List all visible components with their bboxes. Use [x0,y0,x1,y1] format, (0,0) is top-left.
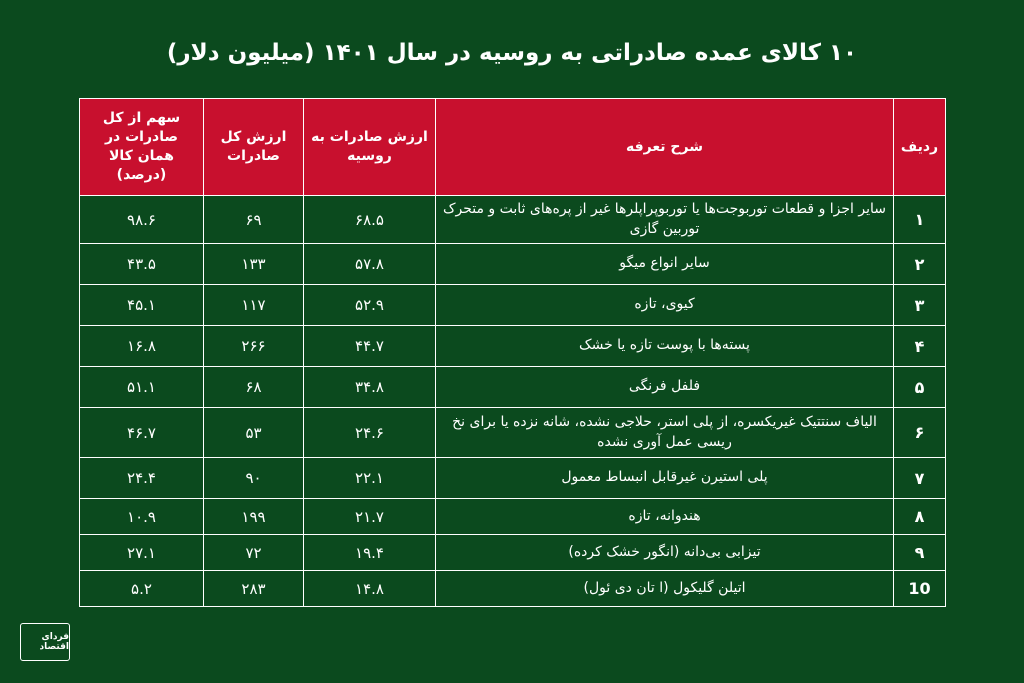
row-total-value: ۲۸۳ [204,571,304,607]
row-number: ۱ [894,196,946,244]
row-total-value: ۹۰ [204,458,304,499]
row-share-value: ۱۰.۹ [80,499,204,535]
brand-logo-text: فردای اقتصاد [39,632,69,652]
row-share-value: ۵۱.۱ [80,367,204,408]
table-header-row [80,99,946,196]
row-total-value: ۱۹۹ [204,499,304,535]
table-row [80,458,946,499]
row-description: اتیلن گلیکول (ا تان دی ئول) [436,571,894,607]
row-russia-value: ۴۴.۷ [304,326,436,367]
row-russia-value: ۶۸.۵ [304,196,436,244]
table-row [80,326,946,367]
row-number: ۲ [894,244,946,285]
table-row [80,285,946,326]
row-description: پلی استیرن غیرقابل انبساط معمول [436,458,894,499]
row-russia-value: ۵۷.۸ [304,244,436,285]
row-share-value: ۴۳.۵ [80,244,204,285]
table-row [80,244,946,285]
row-total-value: ۱۱۷ [204,285,304,326]
row-russia-value: ۵۲.۹ [304,285,436,326]
row-number: ۶ [894,408,946,458]
row-number: ۸ [894,499,946,535]
row-description: کیوی، تازه [436,285,894,326]
row-number: ۹ [894,535,946,571]
row-number: ۷ [894,458,946,499]
brand-logo [20,623,70,661]
row-description: هندوانه، تازه [436,499,894,535]
row-total-value: ۲۶۶ [204,326,304,367]
header-description: شرح تعرفه [436,99,894,196]
row-russia-value: ۲۴.۶ [304,408,436,458]
row-description: فلفل فرنگی [436,367,894,408]
table-row [80,367,946,408]
exports-table [79,98,946,607]
header-russia-exports: ارزش صادرات به روسیه [304,99,436,196]
table-row [80,535,946,571]
row-number: 10 [894,571,946,607]
table-row [80,196,946,244]
row-share-value: ۴۶.۷ [80,408,204,458]
row-total-value: ۶۸ [204,367,304,408]
row-share-value: ۹۸.۶ [80,196,204,244]
row-russia-value: ۱۹.۴ [304,535,436,571]
row-russia-value: ۲۱.۷ [304,499,436,535]
row-share-value: ۱۶.۸ [80,326,204,367]
row-description: الیاف سنتتیک غیریکسره، از پلی استر، حلاجی نشده، شانه نزده یا برای نخ ریسی عمل آوری نشده [436,408,894,458]
page-title: ۱۰ کالای عمده صادراتی به روسیه در سال ۱۴۰۱ (میلیون دلار) [166,40,858,66]
row-description: پسته‌ها با پوست تازه یا خشک [436,326,894,367]
row-russia-value: ۳۴.۸ [304,367,436,408]
row-number: ۴ [894,326,946,367]
row-total-value: ۱۳۳ [204,244,304,285]
header-share-percent: سهم از کل صادرات در همان کالا (درصد) [80,99,204,196]
row-share-value: ۲۴.۴ [80,458,204,499]
row-number: ۵ [894,367,946,408]
table-row [80,571,946,607]
row-russia-value: ۲۲.۱ [304,458,436,499]
row-description: سایر اجزا و قطعات توربوجت‌ها یا توربوپراپلرها غیر از پره‌های ثابت و متحرک توربین گازی [436,196,894,244]
row-description: سایر انواع میگو [436,244,894,285]
row-share-value: ۲۷.۱ [80,535,204,571]
header-row-number: ردیف [894,99,946,196]
row-russia-value: ۱۴.۸ [304,571,436,607]
row-description: تیزابی بی‌دانه (انگور خشک کرده) [436,535,894,571]
row-share-value: ۴۵.۱ [80,285,204,326]
table-row [80,408,946,458]
header-total-exports: ارزش کل صادرات [204,99,304,196]
row-total-value: ۷۲ [204,535,304,571]
table-row [80,499,946,535]
row-total-value: ۵۳ [204,408,304,458]
row-share-value: ۵.۲ [80,571,204,607]
row-number: ۳ [894,285,946,326]
row-total-value: ۶۹ [204,196,304,244]
